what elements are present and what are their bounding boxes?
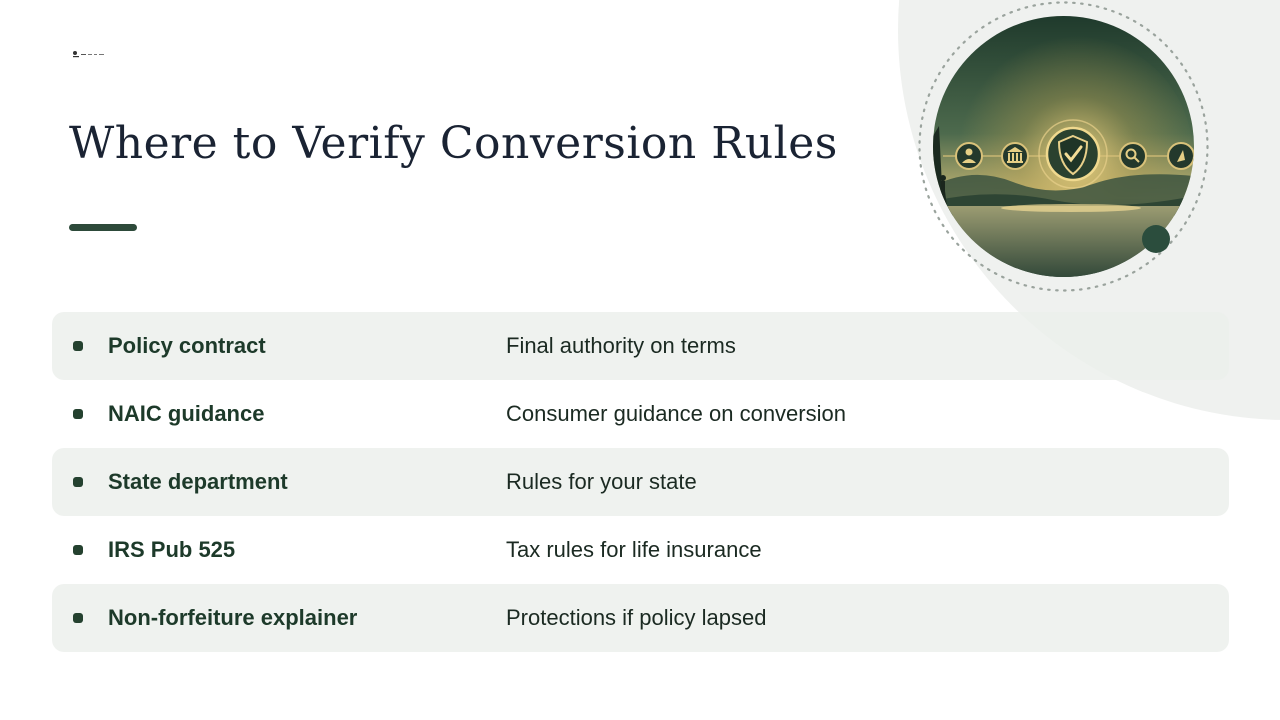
item-label: Policy contract bbox=[108, 333, 266, 358]
list-item bbox=[52, 584, 1229, 652]
page-title: Where to Verify Conversion Rules bbox=[69, 118, 838, 169]
list-item bbox=[52, 448, 1229, 516]
compass-icon bbox=[1168, 143, 1194, 169]
item-label: Non-forfeiture explainer bbox=[108, 605, 358, 630]
item-description: Protections if policy lapsed bbox=[506, 605, 767, 630]
magnifier-icon bbox=[1120, 143, 1146, 169]
bullet-icon bbox=[73, 341, 83, 351]
bullet-icon bbox=[73, 545, 83, 555]
shield-check-icon bbox=[1039, 120, 1107, 188]
accent-dot bbox=[1142, 225, 1170, 253]
bullet-icon bbox=[73, 409, 83, 419]
item-label: State department bbox=[108, 469, 288, 494]
sources-list bbox=[52, 312, 1229, 652]
bank-icon bbox=[1002, 143, 1028, 169]
list-item bbox=[52, 312, 1229, 380]
item-label: NAIC guidance bbox=[108, 401, 265, 426]
person-icon bbox=[956, 143, 982, 169]
list-item bbox=[52, 516, 1229, 584]
list-item bbox=[52, 380, 1229, 448]
item-description: Consumer guidance on conversion bbox=[506, 401, 846, 426]
item-description: Tax rules for life insurance bbox=[506, 537, 762, 562]
title-underline bbox=[69, 224, 137, 231]
bullet-icon bbox=[73, 613, 83, 623]
logo-icon bbox=[72, 50, 110, 60]
bullet-icon bbox=[73, 477, 83, 487]
hero-illustration bbox=[915, 0, 1212, 295]
item-description: Final authority on terms bbox=[506, 333, 736, 358]
item-label: IRS Pub 525 bbox=[108, 537, 236, 562]
item-description: Rules for your state bbox=[506, 469, 697, 494]
